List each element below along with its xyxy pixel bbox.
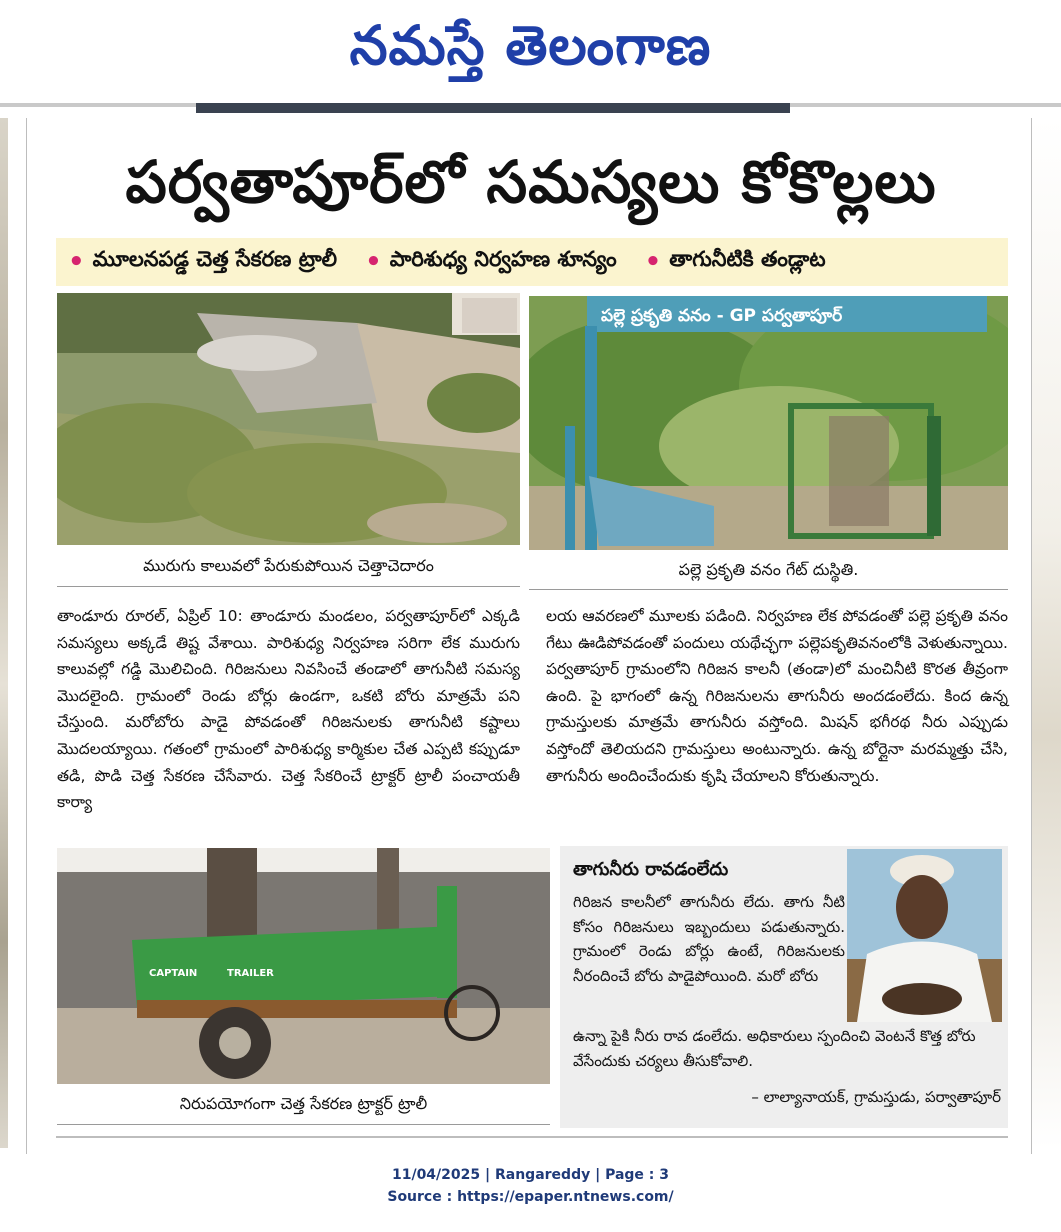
- trolley-brand-left: CAPTAIN: [149, 968, 198, 979]
- subhead-item: [645, 247, 826, 277]
- subhead-text: తాగునీటికి తండ్లాట: [669, 247, 826, 271]
- subhead-item: [365, 247, 617, 277]
- article-bottom-rule: [56, 1136, 1008, 1138]
- adjacent-page-strip-right: [1032, 118, 1061, 1148]
- photo-canal-caption: మురుగు కాలువలో పేరుకుపోయిన చెత్తాచెదారం: [143, 556, 434, 575]
- photo-park-gate-image: [529, 296, 1008, 550]
- quote-heading: తాగునీరు రావడంలేదు: [573, 859, 729, 880]
- caption-rule: [57, 586, 520, 587]
- photo-park-gate: [529, 296, 1008, 550]
- photo-park-gate-caption: పల్లె ప్రకృతి వనం గేట్ దుస్థితి.: [678, 560, 859, 579]
- epaper-footer: [0, 1164, 1061, 1208]
- quote-signature: – లాల్యానాయక్, గ్రామస్తుడు, పర్వాతాపూర్: [751, 1088, 1001, 1106]
- photo-quoted-villager: [847, 849, 1002, 1022]
- bullet-icon: •: [68, 247, 85, 277]
- footer-date-edition: 11/04/2025 | Rangareddy | Page : 3: [391, 1167, 670, 1183]
- subheads-bar: [56, 238, 1008, 286]
- photo-tractor-trolley-caption: నిరుపయోగంగా చెత్త సేకరణ ట్రాక్టర్ ట్రాలీ: [179, 1094, 428, 1113]
- park-sign-text: పల్లె ప్రకృతి వనం - GP పర్వతాపూర్: [601, 306, 843, 326]
- newspaper-logo: నమస్తే తెలంగాణ: [349, 14, 712, 77]
- bullet-icon: •: [644, 247, 662, 277]
- article-body-column-2: లయ ఆవరణలో మూలకు పడింది. నిర్వహణ లేక పోవడంతో పల్లె ప్రకృతి వనం గేటు ఊడిపోవడంతో పందులు యథేచ్ఛగా పల్లెపకృతివనంలోకి వెళుతున్నాయి. పర్వతాపూర్ గ్రామంలోని గిరిజన కాలనీ (తండా)లో మంచినీటి కొరత తీవ్రంగా ఉంది. పై భాగంలో ఉన్న గిరిజనులను తాగునీరు అందడంలేదు. కింద ఉన్న గ్రామస్తులకు మాత్రమే తాగునీరు వస్తోంది. మిషన్ భగీరథ నీరు ఎప్పుడు వస్తోందో తెలియదని గ్రామస్తులు అంటున్నారు. ఉన్న బోర్లైనా మరమ్మత్తు చేసి, తాగునీరు అందించేందుకు కృషి చేయాలని కోరుతున్నారు.: [546, 607, 1008, 785]
- adjacent-page-strip-left: [0, 118, 8, 1148]
- article-body-column-1: తాండూరు రూరల్, ఏప్రిల్ 10: తాండూరు మండలం, పర్వతాపూర్‌లో ఎక్కడి సమస్యలు అక్కడే తిష్ట వేశాయి. పారిశుధ్య నిర్వహణ సరిగా లేక మురుగు కాలువల్లో గడ్డి మొలిచింది. గిరిజనులు నివసించే తండాలో తాగునీటి సమస్య మొదలైంది. గ్రామంలో రెండు బోర్లు ఉండగా, ఒకటి బోరు మాత్రమే పని చేస్తుంది. మరోబోరు పాడై పోవడంతో గిరిజనులకు తాగునీటి కష్టాలు మొదలయ్యాయి. గతంలో గ్రామంలో పారిశుధ్య కార్మికుల చేత ఎప్పటి కప్పుడూ తడి, పొడి చెత్త సేకరణ చేసేవారు. చెత్త సేకరించే ట్రాక్టర్ ట్రాలీ పంచాయతీ కార్యా: [57, 607, 520, 812]
- portrait-image: [847, 849, 1002, 1022]
- headline: పర్వతాపూర్‌లో సమస్యలు కోకొల్లలు: [125, 148, 937, 216]
- caption-rule: [529, 589, 1008, 590]
- subhead-text: పారిశుధ్య నిర్వహణ శూన్యం: [389, 247, 617, 271]
- photo-tractor-trolley-image: [57, 848, 550, 1084]
- caption-rule: [57, 1124, 550, 1125]
- subhead-item: [68, 247, 337, 277]
- footer-source: Source : https://epaper.ntnews.com/: [387, 1189, 674, 1205]
- quote-text: గిరిజన కాలనీలో తాగునీరు లేదు. తాగు నీటి కోసం గిరిజనులు ఇబ్బందులు పడుతున్నారు. గ్రామంలో రెండు బోర్లు ఉంటే, గిరిజనులకు నీరందించే బోరు పాడైపోయింది. మరో బోరు: [573, 893, 845, 985]
- photo-tractor-trolley: [57, 848, 550, 1084]
- masthead-band: [196, 103, 790, 113]
- bullet-icon: •: [365, 247, 382, 277]
- subhead-text: మూలనపడ్డ చెత్త సేకరణ ట్రాలీ: [92, 247, 338, 271]
- quote-text-continued: ఉన్నా పైకి నీరు రావ డంలేదు. అధికారులు స్పందించి వెంటనే కొత్త బోరు వేసేందుకు చర్యలు తీసుకోవాలి.: [573, 1027, 976, 1070]
- photo-canal: [57, 293, 520, 545]
- masthead: [0, 0, 1061, 100]
- trolley-brand-right: TRAILER: [227, 968, 274, 979]
- photo-canal-image: [57, 293, 520, 545]
